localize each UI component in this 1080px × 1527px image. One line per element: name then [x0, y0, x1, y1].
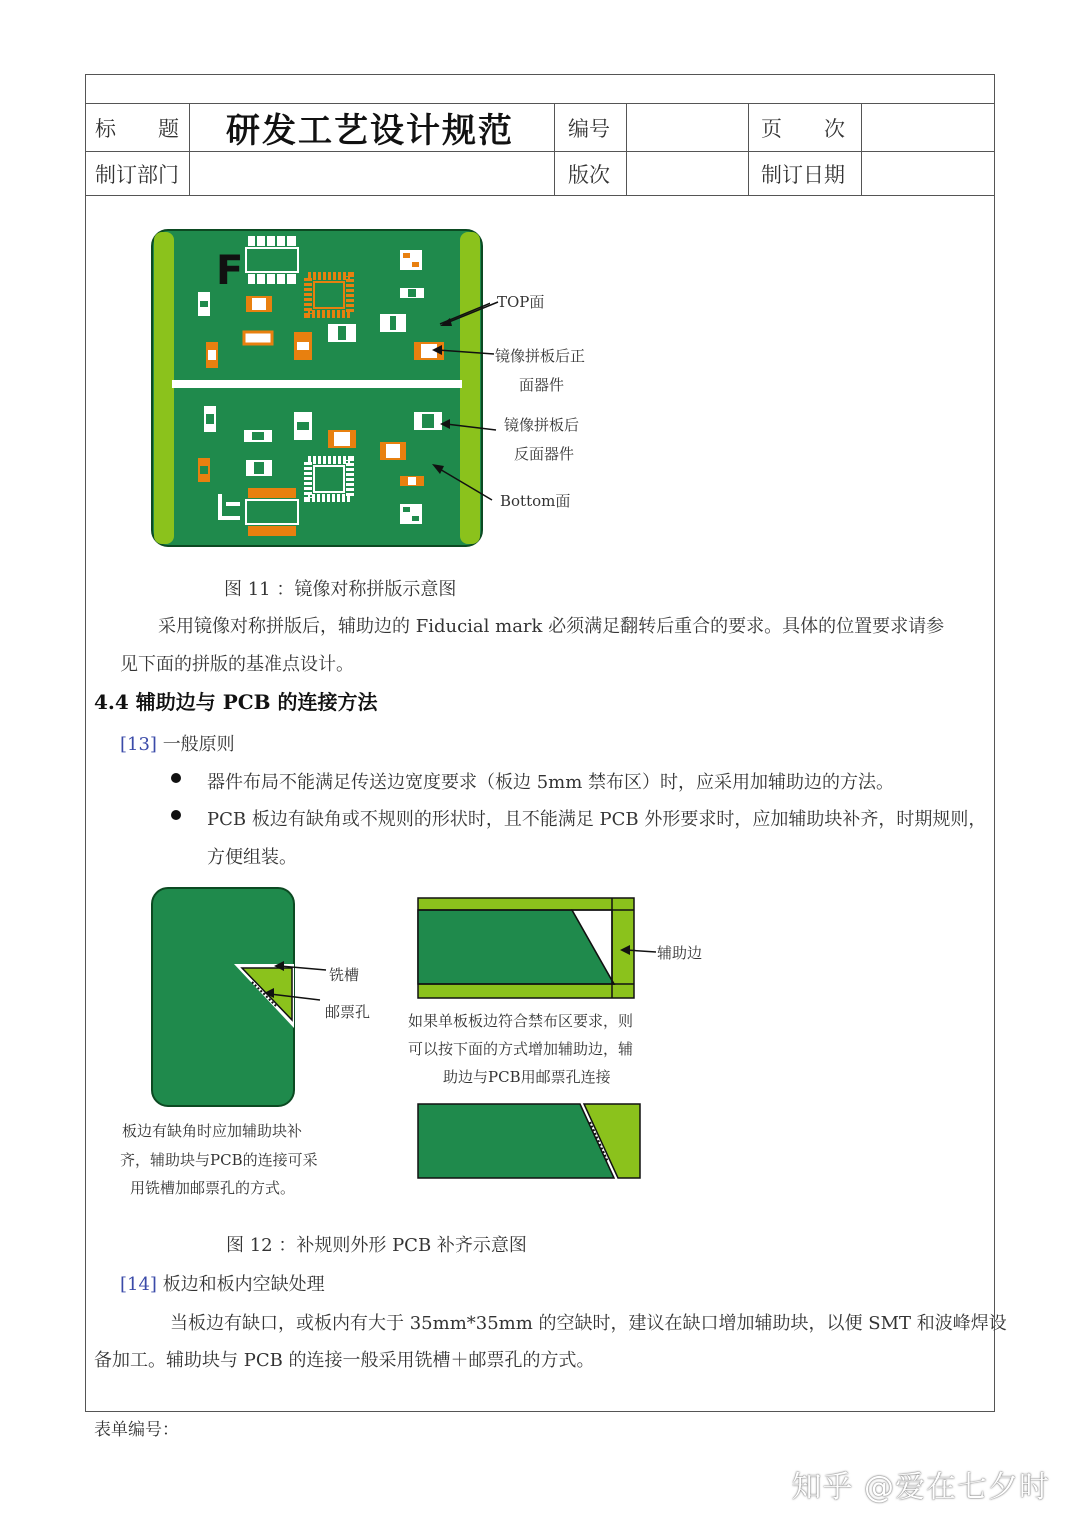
title-label: 标 题: [95, 116, 179, 141]
left-note-line: 齐，辅助块与PCB的连接可采: [120, 1151, 318, 1169]
header-divider: [748, 103, 749, 195]
figure-12-caption: 图 12 ：补规则外形 PCB 补齐示意图: [226, 1235, 527, 1256]
item-title: 一般原则: [162, 734, 235, 755]
left-note-line: 板边有缺角时应加辅助块补: [122, 1122, 303, 1140]
item-title: 板边和板内空缺处理: [162, 1274, 325, 1295]
bullet-text: PCB 板边有缺角或不规则的形状时，且不能满足 PCB 外形要求时，应加辅助块补齐，时期规则，: [207, 809, 987, 830]
header-mid-rule: [85, 151, 995, 152]
bullet-text: 器件布局不能满足传送边宽度要求（板边 5mm 禁布区）时，应采用加辅助边的方法。: [207, 772, 895, 793]
bottom-soic-chip: [246, 488, 298, 536]
label-aux-edge: 辅助边: [657, 944, 703, 962]
page-label: 页 次: [761, 116, 845, 141]
label-bottom-face: Bottom面: [500, 492, 571, 510]
document-title: 研发工艺设计规范: [226, 111, 514, 151]
figure-11-callouts: [420, 290, 510, 510]
ref-tag: [13]: [120, 734, 157, 755]
figure-11-caption: 图 11 ：镜像对称拼版示意图: [224, 579, 457, 600]
panel-separator: [172, 380, 462, 388]
section-heading: 4.4 辅助边与 PCB 的连接方法: [94, 690, 378, 714]
bottom-qfp-chip: [308, 460, 350, 498]
ref-tag: [14]: [120, 1274, 157, 1295]
item-13-heading: [120, 730, 235, 756]
item-14-heading: [120, 1270, 325, 1296]
number-label: 编号: [568, 116, 610, 141]
header-divider: [554, 103, 555, 195]
header-top-rule: [85, 103, 995, 104]
paragraph-line: 采用镜像对称拼版后，辅助边的 Fiducial mark 必须满足翻转后重合的要求。具体的位置要求请参: [158, 616, 945, 637]
label-top-face: TOP面: [497, 293, 545, 311]
paragraph-line: 当板边有缺口，或板内有大于 35mm*35mm 的空缺时，建议在缺口增加辅助块，以便 SMT 和波峰焊设: [170, 1313, 1007, 1334]
right-note-line: 如果单板板边符合禁布区要求，则: [408, 1012, 634, 1030]
header-divider: [861, 103, 862, 195]
header-divider: [189, 103, 190, 195]
label-mirror-front-1: 镜像拼板后正: [495, 347, 586, 365]
bullet-icon: [171, 810, 181, 820]
pcb-board: [418, 1104, 614, 1178]
bullet-text-continued: 方便组装。: [207, 847, 297, 868]
header-bottom-rule: [85, 195, 995, 196]
board-letter-f: F: [216, 248, 244, 294]
figure-12-stamp-hole-board: [416, 1102, 644, 1182]
top-soic-chip: [246, 236, 298, 284]
label-stamp-hole: 邮票孔: [325, 1003, 371, 1021]
figure-12-aux-edge-board: [416, 896, 656, 1000]
form-number-label: 表单编号：: [94, 1420, 179, 1440]
label-mirror-front-2: 面器件: [519, 376, 565, 394]
version-label: 版次: [568, 162, 610, 187]
right-note-line: 可以按下面的方式增加辅助边，辅: [408, 1040, 634, 1058]
top-qfp-chip: [308, 276, 350, 314]
aux-edge-left: [154, 232, 174, 544]
dept-label: 制订部门: [95, 162, 179, 187]
date-label: 制订日期: [761, 162, 845, 187]
label-mirror-back-1: 镜像拼板后: [504, 416, 580, 434]
paragraph-line: 备加工。辅助块与 PCB 的连接一般采用铣槽＋邮票孔的方式。: [94, 1350, 595, 1371]
watermark: 知乎 @爱在七夕时: [791, 1470, 1050, 1505]
left-note-line: 用铣槽加邮票孔的方式。: [130, 1179, 296, 1197]
bullet-icon: [171, 773, 181, 783]
figure-12-notched-board: [150, 886, 390, 1110]
header-divider: [626, 103, 627, 195]
label-mill-slot: 铣槽: [329, 966, 360, 984]
right-note-line: 助边与PCB用邮票孔连接: [443, 1068, 611, 1086]
label-mirror-back-2: 反面器件: [514, 445, 575, 463]
paragraph-line: 见下面的拼版的基准点设计。: [120, 654, 354, 675]
